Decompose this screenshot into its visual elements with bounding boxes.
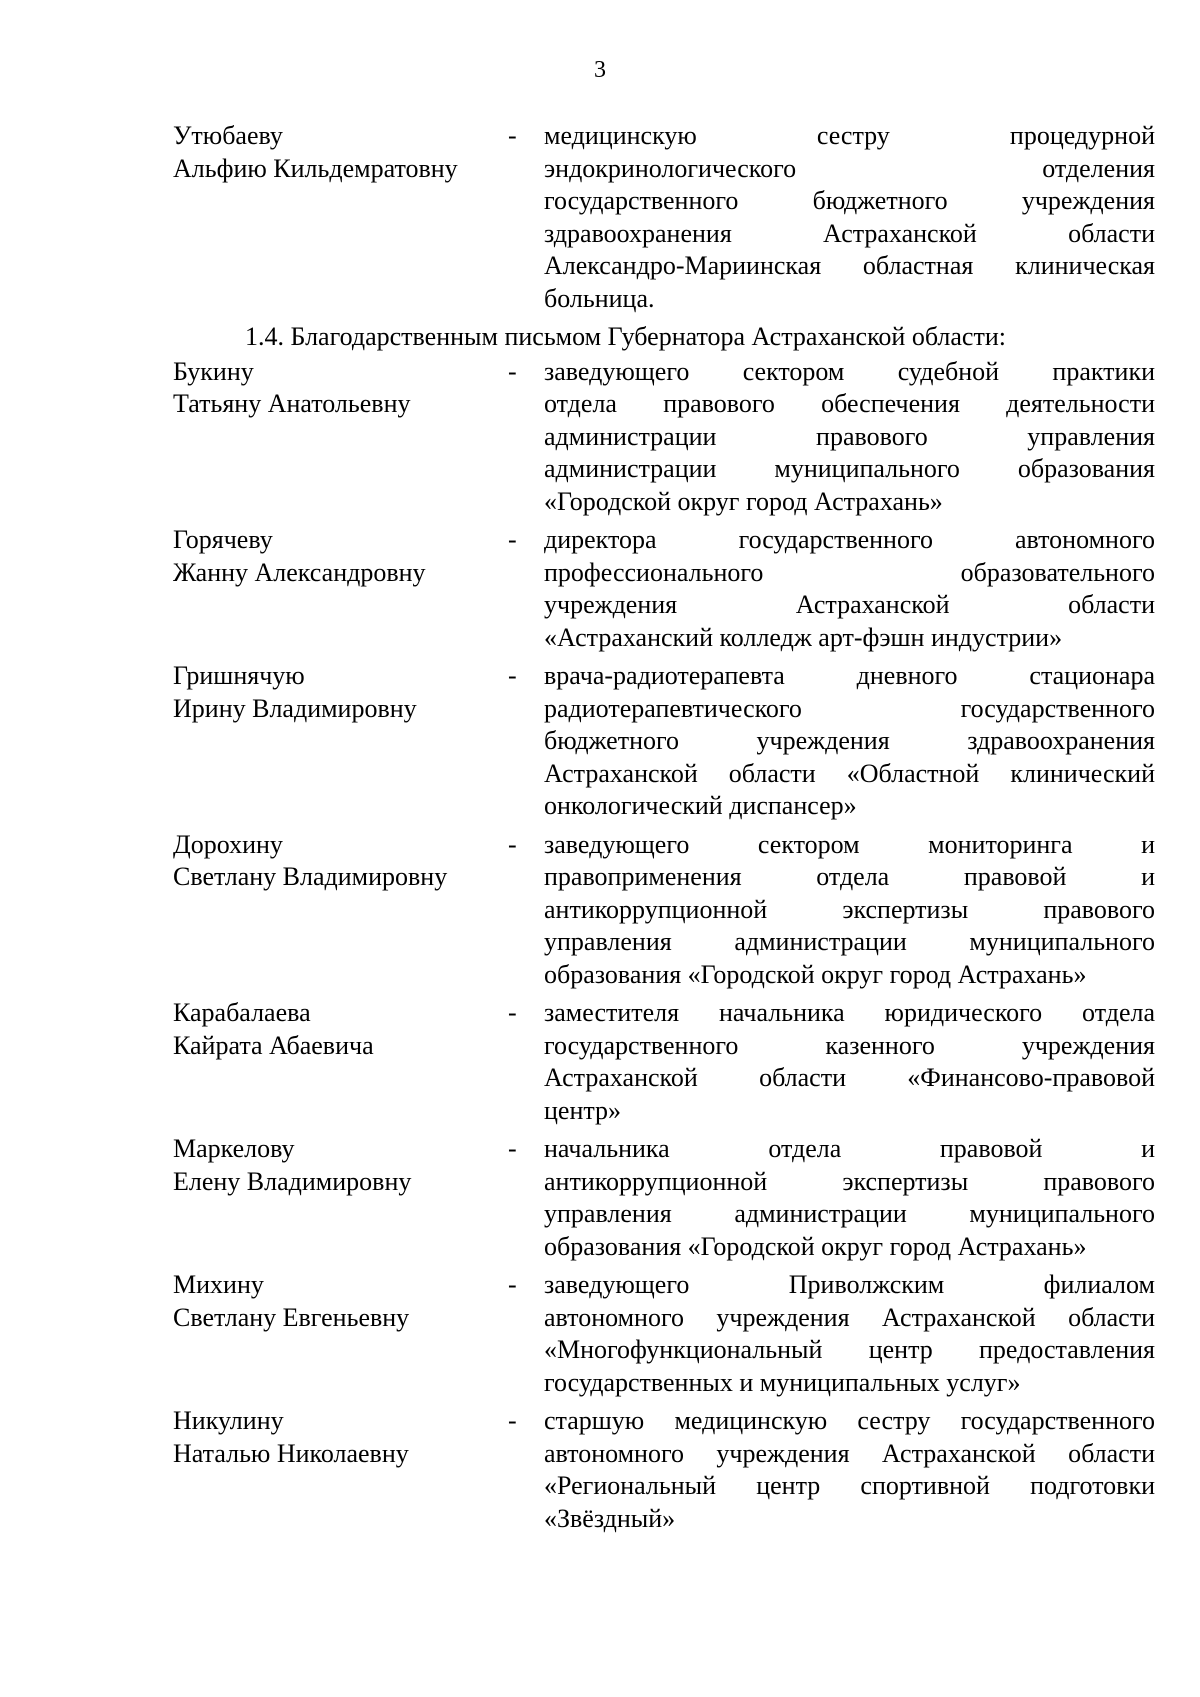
award-entry (173, 829, 1155, 992)
position-line: Астраханской области «Областной клинический (544, 758, 1155, 788)
award-entry (173, 1405, 1155, 1535)
position-line: заместителя начальника юридического отдела (544, 998, 1155, 1027)
award-entry (173, 660, 1155, 823)
position-line: медицинскую сестру процедурной (544, 121, 1155, 150)
position-line: бюджетного учреждения здравоохранения (544, 726, 1155, 755)
recipient-name (173, 356, 508, 421)
recipient-surname: Маркелову (173, 1134, 295, 1163)
recipient-given-names: Альфию Кильдемратовну (173, 153, 458, 183)
recipient-surname: Никулину (173, 1406, 284, 1435)
award-entry (173, 356, 1155, 519)
position-line: больница. (544, 283, 655, 313)
recipient-position (544, 1133, 1155, 1263)
position-line: государственных и муниципальных услуг» (544, 1367, 1021, 1397)
entry-dash: - (508, 829, 517, 859)
recipient-name (173, 1133, 508, 1198)
recipient-name (173, 660, 508, 725)
position-line: «Многофункциональный центр предоставления (544, 1335, 1155, 1364)
recipient-given-names: Татьяну Анатольевну (173, 389, 411, 418)
entry-dash: - (508, 1406, 517, 1435)
position-line: заведующего Приволжским филиалом (544, 1270, 1155, 1299)
document-body (173, 120, 1155, 1541)
position-line: отдела правового обеспечения деятельности (544, 389, 1155, 418)
position-line: заведующего сектором мониторинга и (544, 829, 1155, 859)
position-line: радиотерапевтического государственного (544, 693, 1155, 723)
recipient-given-names: Жанну Александровну (173, 557, 426, 587)
position-line: образования «Городской округ город Астрахань» (544, 1231, 1087, 1261)
recipient-given-names: Кайрата Абаевича (173, 1030, 374, 1060)
award-entry-top (173, 120, 1155, 315)
position-line: «Региональный центр спортивной подготовки (544, 1471, 1155, 1500)
section-heading: 1.4. Благодарственным письмом Губернатора Астраханской области: (245, 322, 1006, 351)
recipient-name (173, 524, 508, 589)
recipient-surname: Горячеву (173, 525, 273, 554)
recipient-name (173, 120, 508, 185)
position-line: государственного казенного учреждения (544, 1030, 1155, 1060)
recipient-name (173, 1405, 508, 1470)
position-line: администрации правового управления (544, 421, 1155, 451)
recipient-given-names: Наталью Николаевну (173, 1438, 409, 1468)
recipient-surname: Букину (173, 356, 254, 386)
position-line: директора государственного автономного (544, 525, 1155, 554)
position-line: учреждения Астраханской области (544, 590, 1155, 619)
position-line: автономного учреждения Астраханской области (544, 1302, 1155, 1332)
recipient-name (173, 997, 508, 1062)
entry-dash: - (508, 661, 517, 690)
recipient-position (544, 120, 1155, 315)
position-line: профессионального образовательного (544, 557, 1155, 587)
position-line: заведующего сектором судебной практики (544, 356, 1155, 386)
position-line: центр» (544, 1095, 622, 1125)
position-line: здравоохранения Астраханской области (544, 218, 1155, 248)
recipient-surname: Утюбаеву (173, 121, 283, 150)
position-line: онкологический диспансер» (544, 791, 857, 820)
recipient-surname: Михину (173, 1270, 264, 1299)
award-entry (173, 1269, 1155, 1399)
recipient-surname: Карабалаева (173, 998, 311, 1027)
recipient-given-names: Светлану Евгеньевну (173, 1302, 410, 1332)
position-line: управления администрации муниципального (544, 1199, 1155, 1228)
recipient-surname: Дорохину (173, 829, 283, 859)
entry-dash: - (508, 525, 517, 554)
position-line: «Городской округ город Астрахань» (544, 486, 943, 516)
recipient-position (544, 997, 1155, 1127)
position-line: управления администрации муниципального (544, 927, 1155, 956)
entry-dash: - (508, 356, 517, 386)
recipient-position (544, 356, 1155, 519)
entry-dash: - (508, 121, 517, 150)
recipient-position (544, 1269, 1155, 1399)
recipient-position (544, 1405, 1155, 1535)
position-line: автономного учреждения Астраханской области (544, 1438, 1155, 1468)
position-line: врача-радиотерапевта дневного стационара (544, 661, 1155, 690)
recipient-position (544, 524, 1155, 654)
position-line: антикоррупционной экспертизы правового (544, 894, 1155, 924)
recipient-position (544, 660, 1155, 823)
recipient-surname: Гришнячую (173, 661, 305, 690)
recipient-position (544, 829, 1155, 992)
entry-dash: - (508, 1134, 517, 1163)
award-entry (173, 524, 1155, 654)
position-line: старшую медицинскую сестру государственного (544, 1406, 1155, 1435)
position-line: антикоррупционной экспертизы правового (544, 1166, 1155, 1196)
position-line: образования «Городской округ город Астрахань» (544, 959, 1087, 989)
page-number: 3 (594, 57, 606, 83)
position-line: правоприменения отдела правовой и (544, 862, 1155, 891)
recipient-name (173, 1269, 508, 1334)
recipient-given-names: Ирину Владимировну (173, 693, 417, 723)
award-entry (173, 1133, 1155, 1263)
award-entry (173, 997, 1155, 1127)
position-line: государственного бюджетного учреждения (544, 186, 1155, 215)
position-line: «Звёздный» (544, 1503, 676, 1533)
position-line: эндокринологического отделения (544, 153, 1155, 183)
entry-dash: - (508, 1270, 517, 1299)
recipient-name (173, 829, 508, 894)
position-line: Александро-Мариинская областная клиническая (544, 251, 1155, 280)
position-line: «Астраханский колледж арт-фэшн индустрии» (544, 622, 1063, 652)
position-line: начальника отдела правовой и (544, 1134, 1155, 1163)
recipient-given-names: Светлану Владимировну (173, 862, 448, 891)
position-line: администрации муниципального образования (544, 454, 1155, 483)
recipient-given-names: Елену Владимировну (173, 1166, 412, 1196)
entry-dash: - (508, 998, 517, 1027)
position-line: Астраханской области «Финансово-правовой (544, 1063, 1155, 1092)
